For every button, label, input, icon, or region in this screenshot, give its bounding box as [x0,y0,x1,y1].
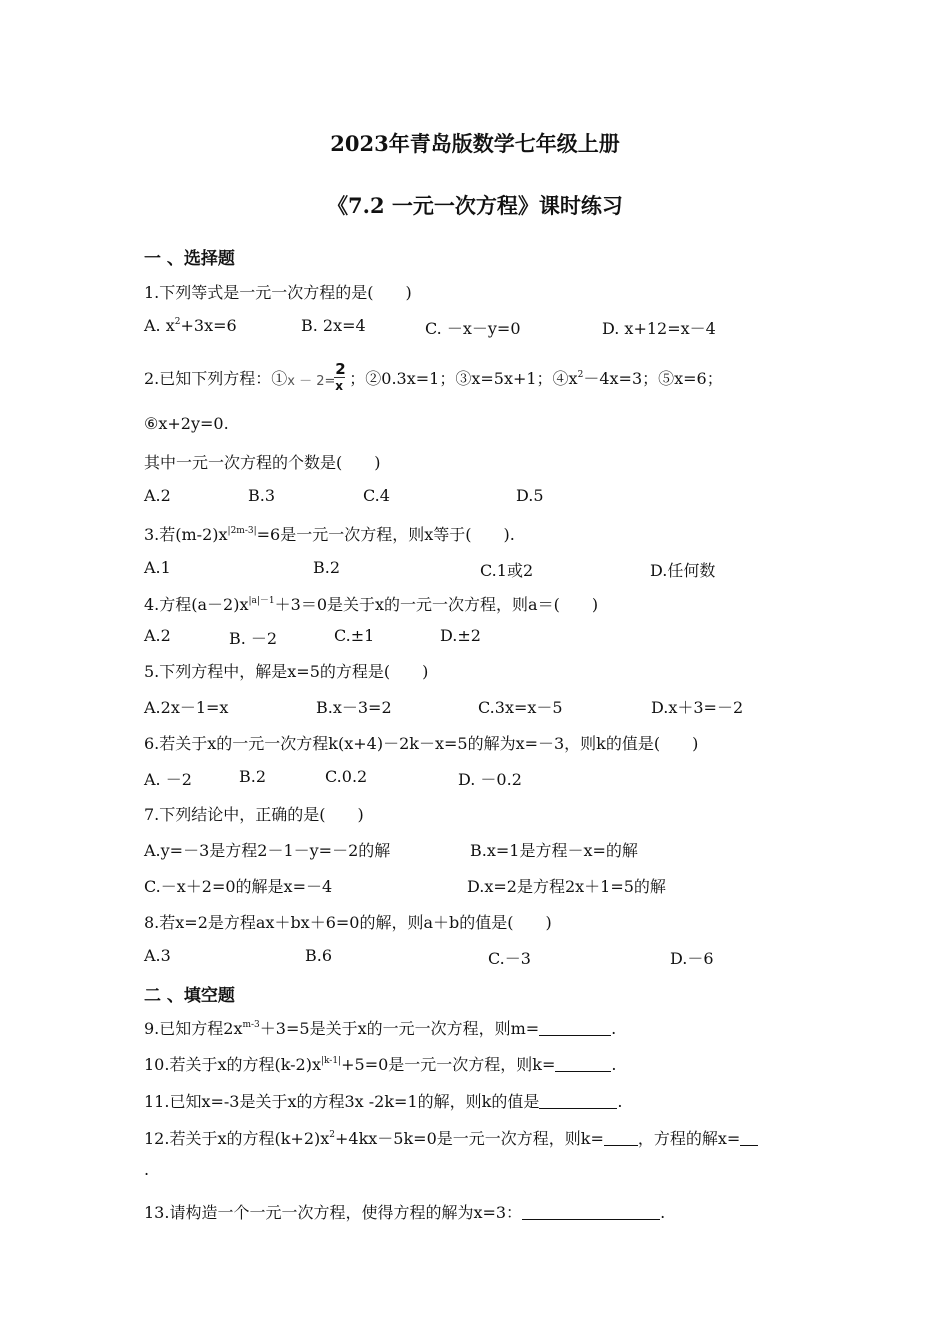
question-6-option-d: D. －0.2 [458,770,522,789]
question-13: 13.请构造一个一元一次方程，使得方程的解为x=3： . [144,1203,666,1222]
question-4-option-c: C.±1 [334,626,375,645]
question-8-option-b: B.6 [305,946,333,965]
question-9: 9.已知方程$2x^{m-3}+3=5$是关于x的一元一次方程，则m= . [144,1019,617,1038]
question-4-option-d: D.±2 [440,626,481,645]
answer-blank-k[interactable] [604,1131,638,1146]
question-1-option-d: D. x+12=x－4 [602,319,716,338]
question-10: 10.若关于x的方程$(k-2)x^{|k-1|}+5=0$是一元一次方程，则k= . [144,1055,617,1074]
question-4-stem: 4.方程$(a-2)x^{|a|-1}+3=0$是关于x的一元一次方程，则a＝( ) [144,595,599,614]
question-6-option-a: A. －2 [144,770,192,789]
question-7-stem: 7.下列结论中，正确的是( ) [144,805,364,824]
question-2-option-c: C.4 [363,486,390,505]
question-2-option-b: B.3 [248,486,276,505]
worksheet-subtitle: 《7.2 一元一次方程》课时练习 [327,193,623,218]
question-7-option-d: D.x=2是方程2x＋1=5的解 [467,877,666,896]
question-2-option-a: A.2 [144,486,171,505]
question-12-continuation: . [144,1160,150,1179]
question-2-stem: 2.已知下列方程：① x － 2= 2 x ；②0.3x=1；③x=5x+1；$④x^2-4x=3$；⑤x=6； [144,358,723,398]
question-7-option-c: C.－x＋2=0的解是x=－4 [144,877,333,896]
question-2-option-d: D.5 [516,486,544,505]
answer-blank[interactable] [539,1094,617,1109]
question-8-option-d: D.－6 [670,949,714,968]
question-6-option-c: C.0.2 [325,767,368,786]
question-6-option-b: B.2 [239,767,267,786]
question-2-line-2: ⑥x+2y=0. [144,414,229,433]
question-8-option-a: A.3 [144,946,171,965]
question-8-stem: 8.若x=2是方程ax＋bx＋6=0的解，则a＋b的值是( ) [144,913,552,932]
question-1-option-b: B. 2x=4 [301,316,366,335]
question-12: 12.若关于x的方程$(k+2)x^2+4kx-5k=0$是一元一次方程，则k= ，方程的解x= [144,1126,758,1149]
question-1-stem: 1.下列等式是一元一次方程的是( ) [144,283,412,302]
question-7-option-b: B.x=1是方程－x=的解 [470,841,638,860]
section-heading-fill: 二 、填空题 [144,986,235,1006]
question-4-option-a: A.2 [144,626,171,645]
question-1-option-c: C. －x－y=0 [425,319,521,338]
fraction-equation: x － 2= 2 x [287,360,346,393]
question-4-option-b: B. －2 [229,629,278,648]
worksheet-title: 2023年青岛版数学七年级上册 [330,131,620,156]
question-3-option-c: C.1或2 [480,561,534,580]
question-8-option-c: C.－3 [488,949,531,968]
answer-blank[interactable] [539,1021,611,1036]
question-7-option-a: A.y=－3是方程2－1－y=－2的解 [144,841,391,860]
question-1-option-a: A. $x^2+3x=6$ [144,316,237,335]
question-3-option-a: A.1 [144,558,171,577]
question-3-stem: 3.若$(m-2)x^{|2m-3|}=6$是一元一次方程，则x等于( ). [144,525,515,544]
section-heading-choice: 一 、选择题 [144,249,235,269]
question-3-option-d: D.任何数 [650,561,716,580]
question-5-option-a: A.2x－1=x [144,698,229,717]
question-3-option-b: B.2 [313,558,341,577]
question-11: 11.已知x=-3是关于x的方程3x -2k=1的解，则k的值是 . [144,1092,623,1111]
answer-blank[interactable] [522,1205,660,1220]
question-5-option-d: D.x＋3=－2 [651,698,744,717]
answer-blank[interactable] [555,1057,611,1072]
question-2-prompt: 其中一元一次方程的个数是( ) [144,453,381,472]
question-5-stem: 5.下列方程中，解是x=5的方程是( ) [144,662,429,681]
question-5-option-c: C.3x=x－5 [478,698,563,717]
question-6-stem: 6.若关于x的一元一次方程k(x+4)－2k－x=5的解为x=－3，则k的值是( ) [144,734,699,753]
question-5-option-b: B.x－3=2 [316,698,392,717]
answer-blank-x[interactable] [740,1131,758,1146]
